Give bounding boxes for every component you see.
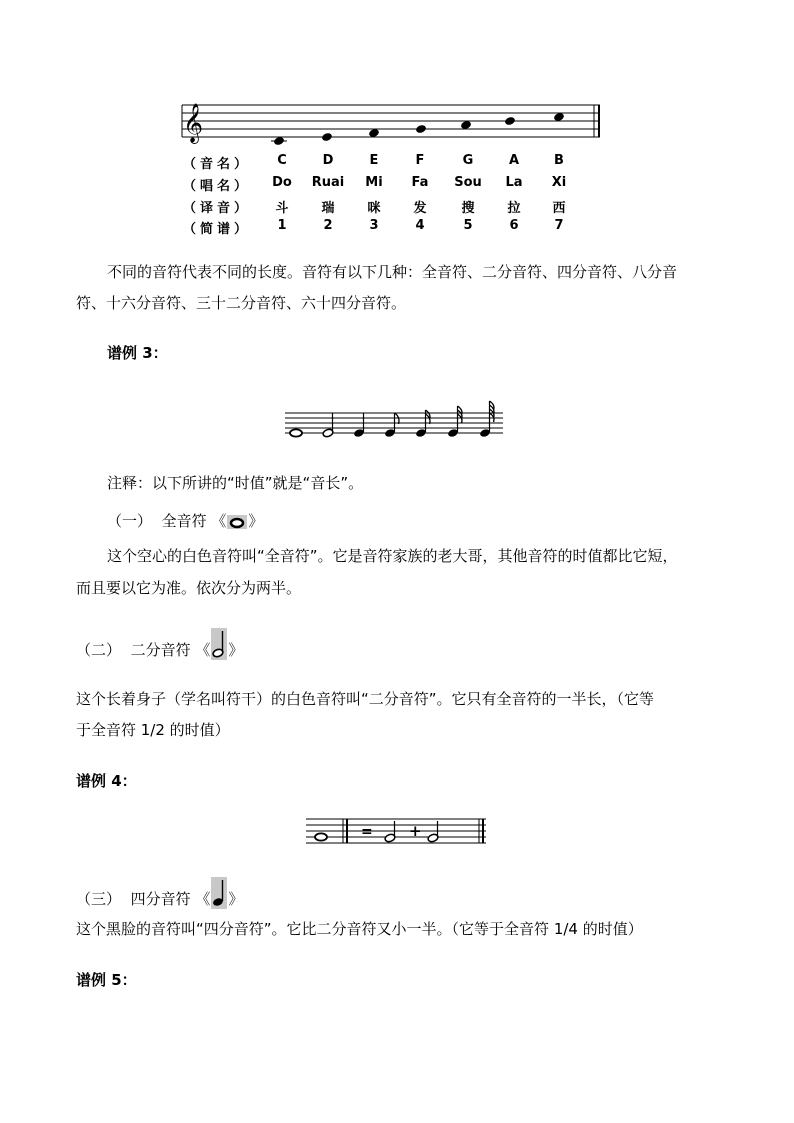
bracket-close: 》 bbox=[228, 641, 244, 659]
paragraph-line: 这个长着身子（学名叫符干）的白色音符叫“二分音符”。它只有全音符的一半长，（它等 bbox=[76, 690, 655, 708]
cell: 2 bbox=[323, 218, 333, 233]
bracket-close: 》 bbox=[228, 890, 244, 908]
cell: 瑞 bbox=[321, 201, 335, 216]
cell: 搜 bbox=[461, 201, 475, 216]
example-5-label: 谱例 5： bbox=[76, 971, 137, 989]
plus-sign: + bbox=[409, 822, 422, 840]
whole-equals-halves-staff bbox=[306, 816, 488, 850]
section-number: （三） bbox=[76, 890, 122, 908]
cell: G bbox=[462, 153, 474, 168]
cell: C bbox=[277, 153, 287, 168]
cell: 6 bbox=[509, 218, 519, 233]
treble-clef-icon: 𝄞 bbox=[183, 103, 204, 143]
cell: D bbox=[322, 153, 334, 168]
cell: F bbox=[415, 153, 425, 168]
row-label-solfege: （唱名） bbox=[183, 179, 252, 194]
example-4-label: 谱例 4： bbox=[76, 772, 137, 790]
paragraph-line: 这个黑脸的音符叫“四分音符”。它比二分音符又小一半。（它等于全音符 1/4 的时值） bbox=[76, 920, 643, 938]
cell: 拉 bbox=[507, 201, 521, 216]
cell: 4 bbox=[415, 218, 425, 233]
row-label-transliteration: （译音） bbox=[183, 201, 252, 216]
cell: 7 bbox=[554, 218, 564, 233]
row-label-pitch-name: （音名） bbox=[183, 157, 252, 172]
section-number: （一） bbox=[107, 512, 153, 530]
section-title: 四分音符 《 bbox=[130, 890, 211, 908]
cell: Sou bbox=[454, 175, 482, 190]
cell: 3 bbox=[369, 218, 379, 233]
cell: Fa bbox=[411, 175, 429, 190]
section-2-heading bbox=[76, 640, 243, 660]
cell: 西 bbox=[552, 201, 566, 216]
cell: Mi bbox=[365, 175, 383, 190]
paragraph-line: 这个空心的白色音符叫“全音符”。它是音符家族的老大哥，其他音符的时值都比它短， bbox=[107, 547, 678, 565]
section-title: 二分音符 《 bbox=[130, 641, 211, 659]
section-1-heading bbox=[107, 511, 263, 531]
paragraph-line: 于全音符 1/2 的时值） bbox=[76, 721, 230, 739]
quarter-note-icon bbox=[211, 877, 227, 909]
cell: La bbox=[505, 175, 523, 190]
section-title: 全音符 《 bbox=[161, 512, 227, 530]
section-3-heading bbox=[76, 889, 243, 909]
cell: B bbox=[554, 153, 564, 168]
cell: 发 bbox=[413, 201, 427, 216]
example-3-label: 谱例 3： bbox=[107, 344, 168, 362]
cell: 5 bbox=[463, 218, 473, 233]
note-values-staff bbox=[285, 396, 505, 440]
section-number: （二） bbox=[76, 641, 122, 659]
scale-staff bbox=[170, 96, 610, 146]
bracket-close: 》 bbox=[248, 512, 264, 530]
cell: 1 bbox=[277, 218, 287, 233]
cell: 斗 bbox=[275, 201, 289, 216]
equals-sign: = bbox=[361, 824, 373, 840]
cell: A bbox=[508, 153, 520, 168]
whole-note-icon bbox=[227, 515, 247, 529]
row-label-numbered-notation: （简谱） bbox=[183, 222, 252, 237]
paragraph-line: 不同的音符代表不同的长度。音符有以下几种：全音符、二分音符、四分音符、八分音 bbox=[107, 263, 678, 281]
cell: E bbox=[369, 153, 379, 168]
cell: Xi bbox=[551, 175, 567, 190]
annotation-note: 注释：以下所讲的“时值”就是“音长”。 bbox=[107, 474, 364, 492]
paragraph-line: 符、十六分音符、三十二分音符、六十四分音符。 bbox=[76, 294, 407, 312]
half-note-icon bbox=[211, 628, 227, 660]
cell: Ruai bbox=[311, 175, 345, 190]
paragraph-line: 而且要以它为准。依次分为两半。 bbox=[76, 579, 302, 597]
cell: Do bbox=[272, 175, 292, 190]
cell: 咪 bbox=[367, 201, 381, 216]
